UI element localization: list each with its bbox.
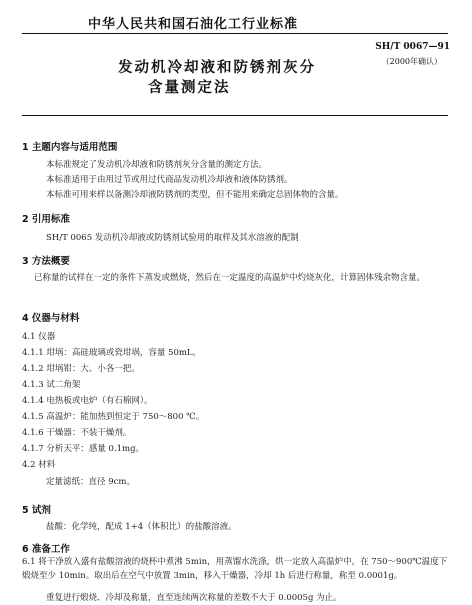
list-item: 4.1.2 坩埚钳：大、小各一把。 <box>22 364 140 374</box>
doc-title-line2: 含量测定法 <box>148 80 231 96</box>
section-5-heading: 5 试剂 <box>22 505 51 516</box>
section-3-paragraph-1: 已称量的试样在一定的条件下蒸发或燃烧，然后在一定温度的高温炉中灼烧灰化，计算固体残余物含量。 <box>34 273 426 283</box>
section-4-heading: 4 仪器与材料 <box>22 313 80 324</box>
section-5-paragraph-1: 盐酸：化学纯，配成 1+4（体积比）的盐酸溶液。 <box>46 522 237 532</box>
list-item: 4.1.1 坩埚：高硅玻璃或瓷坩埚，容量 50mL。 <box>22 348 202 358</box>
header-rule-top <box>22 33 448 34</box>
section-6-paragraph-1: 6.1 将干净放入盛有盐酸溶液的烧杯中煮沸 5min，用蒸馏水洗涤，烘一定放入高温炉中，在 750～900℃温度下煅烧至少 10min。取出后在空气中放置 3min，移入干燥器，冷却 1h 后进行称量，称至 0.0001g。 <box>22 557 448 581</box>
section-1-paragraph-3: 本标准可用来样以备测冷却液防锈剂的类型，但不能用来确定总固体物的含量。 <box>46 190 344 200</box>
section-3-heading: 3 方法概要 <box>22 256 70 267</box>
section-2-paragraph-1: SH/T 0065 发动机冷却液或防锈剂试验用的取样及其水溶液的配制 <box>46 233 299 243</box>
section-6-heading: 6 准备工作 <box>22 544 70 555</box>
standard-revision: （2000年确认） <box>381 57 442 66</box>
list-item: 4.1.5 高温炉：能加热到恒定于 750～800 ℃。 <box>22 412 205 422</box>
subsection-4-2-heading: 4.2 材料 <box>22 460 56 470</box>
section-1-heading: 1 主题内容与适用范围 <box>22 142 118 153</box>
org-title: 中华人民共和国石油化工行业标准 <box>88 17 299 32</box>
doc-title-line1: 发动机冷却液和防锈剂灰分 <box>118 60 316 76</box>
list-item: 4.1.4 电热板或电炉（有石棉网）。 <box>22 396 153 406</box>
subsection-4-1-heading: 4.1 仪器 <box>22 332 56 342</box>
subsection-4-2-paragraph: 定量滤纸：直径 9cm。 <box>46 477 135 487</box>
section-2-heading: 2 引用标准 <box>22 214 70 225</box>
section-1-paragraph-1: 本标准规定了发动机冷却液和防锈剂灰分含量的测定方法。 <box>46 160 268 170</box>
list-item: 4.1.6 干燥器：不装干燥剂。 <box>22 428 132 438</box>
header-rule-bottom <box>22 115 448 116</box>
list-item: 4.1.7 分析天平：感量 0.1mg。 <box>22 444 145 454</box>
standard-number: SH/T 0067—91 <box>375 42 450 52</box>
section-6-paragraph-2: 重复进行煅烧、冷却及称量，直至连续两次称量的差数不大于 0.0005g 为止。 <box>46 593 342 603</box>
list-item: 4.1.3 试二角架 <box>22 380 81 390</box>
section-1-paragraph-2: 本标准适用于由用过节或用过代商品发动机冷却液和液体防锈剂。 <box>46 175 293 185</box>
